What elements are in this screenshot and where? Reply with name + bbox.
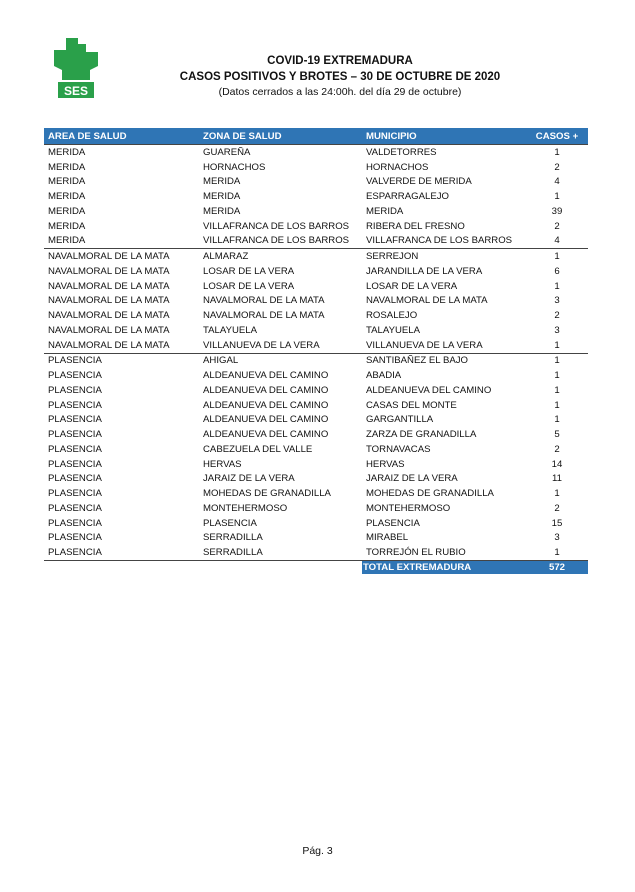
table-row [44,338,588,353]
col-header-zona: ZONA DE SALUD [199,128,362,145]
cell-municipio: LOSAR DE LA VERA [366,280,458,292]
table-header-row [44,128,588,145]
cell-casos: 14 [551,458,563,470]
cell-zona: MERIDA [203,176,241,188]
cell-area: PLASENCIA [48,370,102,382]
cell-casos: 4 [554,176,560,188]
cell-zona: MERIDA [203,205,241,217]
table-row [44,323,588,338]
cell-area: PLASENCIA [48,458,102,470]
page-number: Pág. 3 [302,845,333,857]
table-row [44,353,588,368]
table-row [44,234,588,249]
cell-municipio: HORNACHOS [366,161,429,173]
cell-zona: NAVALMORAL DE LA MATA [203,295,325,307]
cell-casos: 1 [554,280,560,292]
table-row [44,427,588,442]
cell-area: NAVALMORAL DE LA MATA [48,339,170,351]
cell-area: MERIDA [48,191,86,203]
total-label: TOTAL EXTREMADURA [362,561,526,575]
cell-zona: SERRADILLA [203,532,263,544]
cell-zona: HORNACHOS [203,161,266,173]
cell-zona: MONTEHERMOSO [203,502,288,514]
cell-area: NAVALMORAL DE LA MATA [44,249,199,264]
col-header-area: AREA DE SALUD [44,128,199,145]
cell-zona: PLASENCIA [203,517,257,529]
cell-casos: 3 [554,324,560,336]
cell-municipio: TALAYUELA [366,324,421,336]
table-row [44,264,588,279]
cell-municipio: JARAIZ DE LA VERA [366,473,458,485]
cell-casos: 1 [554,488,560,500]
cell-zona: TALAYUELA [203,324,258,336]
cell-casos: 6 [554,265,560,277]
cell-zona: LOSAR DE LA VERA [203,280,295,292]
cell-municipio: ALDEANUEVA DEL CAMINO [366,384,492,396]
cell-municipio: ABADIA [366,370,402,382]
cell-area: PLASENCIA [48,384,102,396]
cell-zona: SERRADILLA [199,545,362,560]
cell-area: PLASENCIA [48,488,102,500]
cell-area: PLASENCIA [44,353,199,368]
cell-municipio: GARGANTILLA [366,414,434,426]
logo-text: SES [63,84,89,98]
cell-municipio: NAVALMORAL DE LA MATA [366,295,488,307]
table-row [44,175,588,190]
cell-zona: JARAIZ DE LA VERA [203,473,295,485]
cell-area: PLASENCIA [48,517,102,529]
cell-zona: VILLAFRANCA DE LOS BARROS [203,220,350,232]
cell-casos: 1 [554,384,560,396]
cell-zona: ALMARAZ [199,249,362,264]
cell-municipio: VALVERDE DE MERIDA [366,176,472,188]
cell-area: MERIDA [48,220,86,232]
document-subtitle: CASOS POSITIVOS Y BROTES – 30 DE OCTUBRE DE 2020 [179,71,501,83]
cell-area: MERIDA [48,161,86,173]
cell-area: MERIDA [48,235,86,247]
cell-area: NAVALMORAL DE LA MATA [48,265,170,277]
cell-casos: 5 [554,429,560,441]
cell-casos: 2 [554,220,560,232]
cell-area: NAVALMORAL DE LA MATA [48,324,170,336]
cell-area: PLASENCIA [48,532,102,544]
table-row [44,516,588,531]
cell-zona: VILLANUEVA DE LA VERA [203,339,320,351]
table-row [44,545,588,560]
cell-municipio: MIRABEL [366,532,409,544]
total-value: 572 [526,561,588,575]
cell-municipio: MERIDA [366,205,404,217]
cell-casos: 11 [552,473,562,485]
document-header [150,53,530,99]
cell-casos: 2 [554,443,560,455]
cell-zona: LOSAR DE LA VERA [203,265,295,277]
table-row [44,204,588,219]
cell-casos: 1 [526,145,588,160]
cell-municipio: ZARZA DE GRANADILLA [366,429,477,441]
table-row [44,145,588,160]
cell-area: PLASENCIA [48,502,102,514]
cell-zona: ALDEANUEVA DEL CAMINO [203,384,329,396]
table-row [44,398,588,413]
cell-municipio: PLASENCIA [366,517,420,529]
cell-area: PLASENCIA [48,414,102,426]
cell-zona: VILLAFRANCA DE LOS BARROS [203,235,350,247]
cell-area: PLASENCIA [48,399,102,411]
cell-casos: 1 [554,191,560,203]
cell-casos: 3 [554,532,560,544]
cell-area: PLASENCIA [48,473,102,485]
cell-municipio: VALDETORRES [362,145,526,160]
col-header-municipio: MUNICIPIO [362,128,526,145]
table-row [44,219,588,234]
cell-casos: 15 [551,517,563,529]
cell-casos: 1 [554,339,560,351]
table-row [44,308,588,323]
cell-casos: 1 [554,370,560,382]
cell-area: PLASENCIA [48,429,102,441]
cell-casos: 2 [554,161,560,173]
cell-casos: 4 [554,235,560,247]
table-row [44,279,588,294]
cell-municipio: TORREJÓN EL RUBIO [362,545,526,560]
cell-zona: ALDEANUEVA DEL CAMINO [203,414,329,426]
total-row [44,561,588,575]
table-row [44,160,588,175]
col-header-casos: CASOS + [526,128,588,145]
cell-zona: ALDEANUEVA DEL CAMINO [203,399,329,411]
cell-area: NAVALMORAL DE LA MATA [48,310,170,322]
cell-zona: AHIGAL [199,353,362,368]
cell-municipio: SERREJON [362,249,526,264]
cell-casos: 1 [526,353,588,368]
cell-municipio: MONTEHERMOSO [366,502,451,514]
table-row [44,383,588,398]
cell-municipio: ROSALEJO [366,310,418,322]
cell-zona: MOHEDAS DE GRANADILLA [203,488,331,500]
table-row [44,294,588,309]
table-row [44,486,588,501]
document-note: (Datos cerrados a las 24:00h. del día 29 de octubre) [218,86,462,98]
cell-casos: 1 [554,414,560,426]
table-row [44,249,588,264]
cell-zona: HERVAS [203,458,242,470]
cell-zona: MERIDA [203,191,241,203]
cell-area: MERIDA [48,176,86,188]
cell-casos: 39 [551,205,563,217]
document-title: COVID-19 EXTREMADURA [267,55,413,67]
cell-area: PLASENCIA [48,443,102,455]
table-row [44,501,588,516]
cell-casos: 1 [554,399,560,411]
ses-logo [52,36,100,100]
cases-table [44,128,588,574]
cell-municipio: RIBERA DEL FRESNO [366,220,465,232]
cell-zona: ALDEANUEVA DEL CAMINO [203,370,329,382]
cell-casos: 1 [526,545,588,560]
cell-municipio: VILLANUEVA DE LA VERA [366,339,483,351]
cell-area: PLASENCIA [44,545,199,560]
cell-municipio: HERVAS [366,458,405,470]
cell-area: NAVALMORAL DE LA MATA [48,295,170,307]
table-row [44,368,588,383]
cell-municipio: CASAS DEL MONTE [366,399,457,411]
cell-municipio: ESPARRAGALEJO [366,191,449,203]
cell-casos: 1 [526,249,588,264]
cell-municipio: VILLAFRANCA DE LOS BARROS [366,235,513,247]
cell-casos: 2 [554,310,560,322]
cell-area: NAVALMORAL DE LA MATA [48,280,170,292]
table-row [44,457,588,472]
cell-zona: GUAREÑA [199,145,362,160]
cell-municipio: TORNAVACAS [366,443,431,455]
cell-area: MERIDA [48,205,86,217]
table-row [44,442,588,457]
cell-zona: CABEZUELA DEL VALLE [203,443,313,455]
table-row [44,472,588,487]
table-row [44,413,588,428]
cell-zona: NAVALMORAL DE LA MATA [203,310,325,322]
cell-municipio: SANTIBAÑEZ EL BAJO [362,353,526,368]
table-row [44,189,588,204]
cell-casos: 2 [554,502,560,514]
cell-casos: 3 [554,295,560,307]
cell-municipio: MOHEDAS DE GRANADILLA [366,488,494,500]
cell-municipio: JARANDILLA DE LA VERA [366,265,483,277]
table-row [44,531,588,546]
cell-zona: ALDEANUEVA DEL CAMINO [203,429,329,441]
cell-area: MERIDA [44,145,199,160]
